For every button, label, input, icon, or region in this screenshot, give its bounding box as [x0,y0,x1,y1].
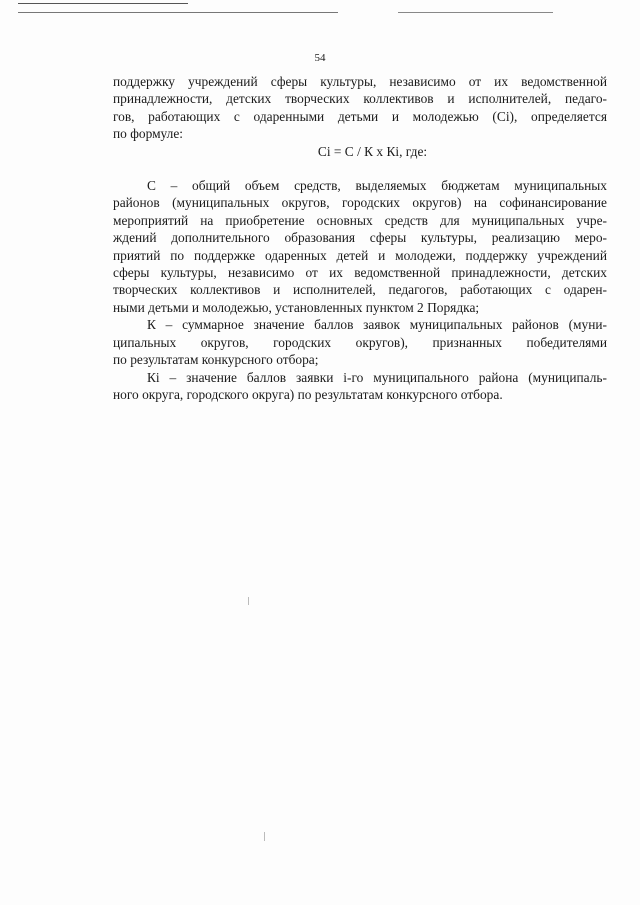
definition-c-line: ными детьми и молодежью, установленных пунктом 2 Порядка; [113,299,480,315]
scan-artifact-line [18,12,338,13]
definition-c-line: сферы культуры, независимо от их ведомственной принадлежности, детских [113,265,607,281]
scan-speck [248,597,249,605]
intro-line: по формуле: [113,126,183,142]
scan-artifact-line [398,12,553,13]
intro-line: поддержку учреждений сферы культуры, независимо от их ведомственной [113,74,607,89]
intro-line: гов, работающих с одаренными детьми и молодежью (Сi), определяется [113,108,607,124]
definition-ki-line: ного округа, городского округа) по результатам конкурсного отбора. [113,386,503,402]
scan-speck [264,832,265,841]
definition-k-line: по результатам конкурсного отбора; [113,352,319,368]
scan-artifact-line [18,3,188,4]
document-body [113,73,607,403]
definition-c-line: творческих коллективов и исполнителей, педагогов, работающих с одарен- [113,282,607,298]
definition-c-line: ждений дополнительного образования сферы культуры, реализацию меро- [113,230,607,246]
definition-k-line: ципальных округов, городских округов), признанных победителями [113,334,607,350]
definition-c-line: приятий по поддержке одаренных детей и молодежи, поддержку учреждений [113,247,607,263]
page-number: 54 [314,52,326,64]
definition-c-line: районов (муниципальных округов, городских округов) на софинансирование [113,195,607,211]
definition-k-line: К – суммарное значение баллов заявок муниципальных районов (муни- [147,317,607,333]
definition-c-line: мероприятий на приобретение основных средств для муниципальных учре- [113,212,607,228]
intro-line: принадлежности, детских творческих коллективов и исполнителей, педаго- [113,91,607,107]
definition-c-line: С – общий объем средств, выделяемых бюджетам муниципальных [147,178,607,194]
definition-ki-line: Кi – значение баллов заявки i-го муниципального района (муниципаль- [147,369,607,385]
formula: Сi = С / К х Кi, где: [317,143,428,159]
